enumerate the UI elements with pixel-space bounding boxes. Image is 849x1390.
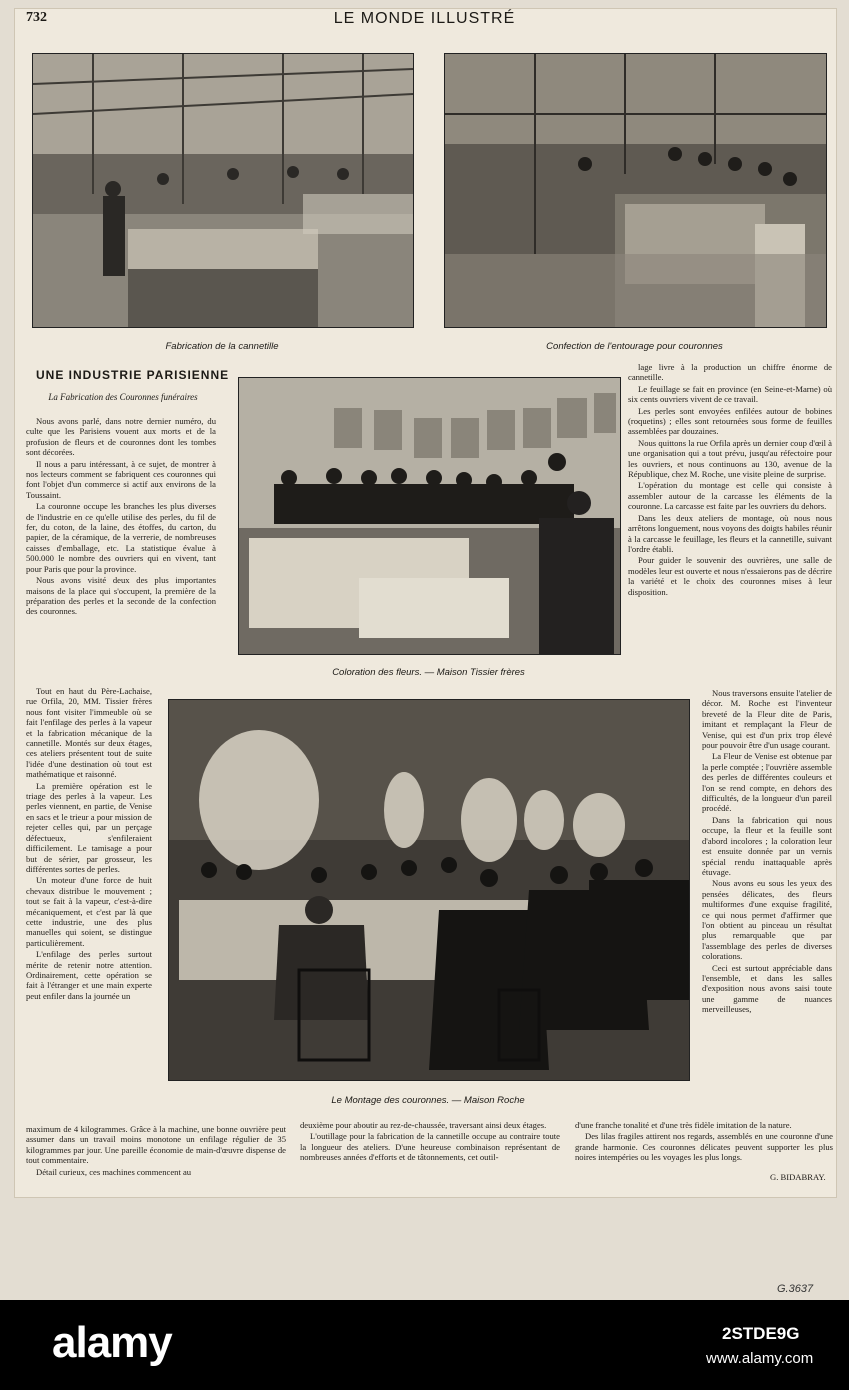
article-title: UNE INDUSTRIE PARISIENNE: [36, 368, 230, 382]
photo-coloration-des-fleurs: [238, 377, 621, 655]
paragraph: Le feuillage se fait en province (en Seine-et-Marne) où six cents ouvriers vivent de ce travail.: [628, 383, 832, 405]
alamy-logo: alamy: [52, 1318, 172, 1367]
photo-montage-des-couronnes: [168, 699, 690, 1081]
paragraph: Les perles sont envoyées enfilées autour de bobines (roquetins) ; elles sont retournées sous forme de feuilles assemblées par douzaines.: [628, 405, 832, 437]
stock-url[interactable]: www.alamy.com: [706, 1350, 814, 1367]
caption-photo-2: Confection de l'entourage pour couronnes: [546, 341, 723, 352]
paragraph: Nous traversons ensuite l'atelier de décor. M. Roche est l'inventeur breveté de la Fleur dite de Paris, imitant et remplaçant la Fleur de Venise, qui est d'un prix trop élevé pour pouvoir être d'un usage courant.: [702, 688, 832, 751]
paragraph: La Fleur de Venise est obtenue par la perle comptée ; l'ouvrière assemble des perles de différentes couleurs et l'on se rend compte, en dehors des difficultés, de la longueur d'un pareil procédé.: [702, 751, 832, 814]
paragraph: Nous avons parlé, dans notre dernier numéro, du culte que les Parisiens vouent aux morts et de la profusion de fleurs et de couronnes dont les tombes sont décorées.: [26, 416, 216, 458]
paragraph: d'une franche tonalité et d'une très fidèle imitation de la nature.: [575, 1120, 792, 1130]
paragraph: Il nous a paru intéressant, à ce sujet, de montrer à nos lecteurs comment se fabriquent ces couronnes qui font l'objet d'un commerce si actif aux environs de la Toussaint.: [26, 458, 216, 500]
paragraph: Des lilas fragiles attirent nos regards, assemblés en une couronne d'une grande harmonie. Ces couronnes délicates peuvent supporter les plus noires intempéries ou les voyages les plus longs.: [575, 1131, 833, 1163]
paragraph: maximum de 4 kilogrammes. Grâce à la machine, une bonne ouvrière peut assumer dans un travail moins monotone un enfilage régulier de 35 kilogrammes par jour. Une pareille économie de main-d'œuvre dispense de tout commentaire.: [26, 1124, 286, 1166]
paragraph: La première opération est le triage des perles à la vapeur. Les perles viennent, en partie, de Venise en sacs et le trieur a pour mission de rejeter celles qui, par un perçage défectueux, s'enfileraient difficilement. Le tamisage a pour but de sérier, par grosseur, les différentes sortes de perles.: [26, 780, 152, 874]
article-column-1: [26, 416, 216, 684]
paragraph: Nous quittons la rue Orfila après un dernier coup d'œil à une organisation qui a tout prévu, jusqu'au réfectoire pour les ouvriers, et nous continuons au 130, avenue de la République, chez M. Roche, une visite pleine de surprise.: [628, 437, 832, 480]
photo-entourage-workshop: [444, 53, 827, 328]
paragraph: lage livre à la production un chiffre énorme de cannetille.: [628, 362, 832, 383]
article-column-3-narrow: [702, 688, 832, 1126]
paragraph: L'outillage pour la fabrication de la cannetille occupe au contraire toute la longueur des ateliers. D'une heureuse combinaison représentant de nombreuses années d'efforts et de tâtonnements, cet outil-: [300, 1131, 560, 1163]
paragraph: L'opération du montage est celle qui consiste à assembler autour de la carcasse les éléments de la couronne. La carcasse est faite par les ouvriers du dehors.: [628, 480, 832, 512]
author-signature: G. BIDABRAY.: [770, 1172, 826, 1182]
page-number: 732: [26, 10, 47, 25]
paragraph: Ceci est surtout appréciable dans l'ensemble, et dans les salles d'exposition nous avons saisi toute une gamme de nuances merveilleuses,: [702, 962, 832, 1015]
paragraph: La couronne occupe les branches les plus diverses de l'industrie en ce qu'elle utilise des perles, du fil de fer, du coton, de la laine, des étoffes, du carton, du papier, de la céramique, de la verrerie, de nombreuses caisses d'emballage, etc. La statistique évalue à 500.000 le nombre des ouvriers qui en vivent, tant pour Paris que pour la province.: [26, 501, 216, 574]
paragraph: Un moteur d'une force de huit chevaux distribue le mouvement ; tout se fait à la vapeur, c'est-à-dire mécaniquement, et c'est par là que cette industrie, une des plus manuelles qui soient, se distingue particulièrement.: [26, 875, 152, 948]
paragraph: Dans les deux ateliers de montage, où nous nous arrêtons longuement, nous voyons des doigts habiles réunir à la carcasse le feuillage, les fleurs et la cannetille, suivant l'ordre établi.: [628, 512, 832, 554]
paragraph: Détail curieux, ces machines commencent au: [36, 1166, 192, 1177]
paragraph: deuxième pour aboutir au rez-de-chaussée, traversant ainsi deux étages.: [300, 1120, 547, 1130]
article-subtitle: La Fabrication des Couronnes funéraires: [48, 392, 198, 402]
article-column-3: [628, 362, 832, 686]
caption-photo-4: Le Montage des couronnes. — Maison Roche: [331, 1095, 525, 1106]
article-bottom-column-2: [300, 1120, 560, 1186]
photo-cannetille-workshop: [32, 53, 414, 328]
article-bottom-column-3: [575, 1120, 833, 1174]
archive-code: G.3637: [777, 1283, 814, 1295]
paragraph: Dans la fabrication qui nous occupe, la fleur et la feuille sont d'abord incolores ; la coloration leur est ensuite donnée par un vernis spécial rendu inattaquable après étuvage.: [702, 814, 832, 877]
masthead: LE MONDE ILLUSTRÉ: [333, 10, 516, 27]
article-bottom-column-1: [26, 1124, 286, 1190]
article-column-1-narrow: [26, 686, 152, 1124]
paragraph: Nous avons visité deux des plus importantes maisons de la place qui s'occupent, la première de la préparation des perles et la seconde de la confection des couronnes.: [26, 575, 216, 617]
caption-photo-3: Coloration des fleurs. — Maison Tissier frères: [332, 667, 525, 678]
paragraph: L'enfilage des perles surtout mérite de retenir notre attention. Ordinairement, cette opération se fait à l'étranger et une main experte peut enfiler dans la journée un: [26, 949, 152, 1001]
paragraph: Tout en haut du Père-Lachaise, rue Orfila, 20, MM. Tissier frères nous font visiter l'immeuble où se fait l'enfilage des perles à la vapeur et la fabrication mécanique de la cannetille. Montés sur deux étages, ces ateliers présentent tout de suite l'idée d'une destination où tout est mathématique et raisonné.: [26, 686, 152, 780]
paragraph: Nous avons eu sous les yeux des pensées délicates, des fleurs multiformes d'une exquise fragilité, ce qui nous permet d'affirmer que l'on obtient au pinceau un résultat plus remarquable que par l'assemblage des perles de diverses colorations.: [702, 878, 832, 962]
paragraph: Pour guider le souvenir des ouvrières, une salle de modèles leur est ouverte et nous n'essaierons pas de décrire la variété et le choix des couronnes mises à leur disposition.: [628, 555, 832, 597]
stock-image-id: 2STDE9G: [722, 1324, 800, 1343]
caption-photo-1: Fabrication de la cannetille: [165, 341, 279, 352]
